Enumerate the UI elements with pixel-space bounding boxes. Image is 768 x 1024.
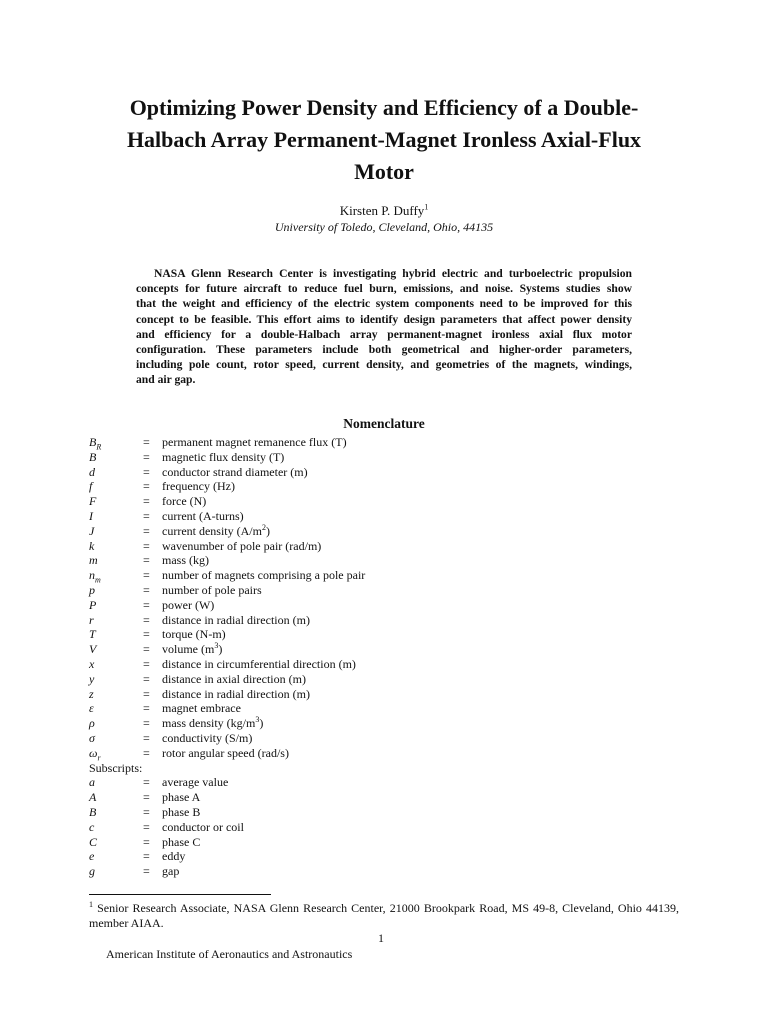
- equals-sign: =: [143, 464, 150, 479]
- abstract-line: including pole count, rotor speed, current density, and geometries of the magnets, windings,: [136, 358, 632, 372]
- nomenclature-symbol: p: [89, 582, 95, 597]
- subscript-row: [89, 805, 689, 820]
- equals-sign: =: [143, 819, 150, 834]
- equals-sign: =: [143, 435, 150, 449]
- subscripts-heading: Subscripts:: [89, 760, 143, 775]
- nomenclature-definition: current density $(A/m^2)$: [162, 522, 270, 538]
- equals-sign: =: [143, 686, 150, 701]
- equals-sign: =: [143, 553, 150, 568]
- nomenclature-definition: magnetic flux density (T): [162, 449, 285, 464]
- equals-sign: =: [143, 745, 150, 760]
- nomenclature-definition: power (W): [162, 597, 215, 612]
- abstract-line: and efficiency for a double-Halbach array permanent-magnet ironless axial flux motor: [136, 327, 632, 341]
- nomenclature-row: [89, 465, 689, 480]
- equals-sign: =: [143, 642, 150, 657]
- abstract-line: and air gap.: [136, 373, 196, 387]
- nomenclature-symbol: d: [89, 464, 95, 479]
- nomenclature-definition: number of magnets comprising a pole pair: [162, 568, 366, 583]
- nomenclature-row: [89, 613, 689, 628]
- nomenclature-definition: distance in radial direction (m): [162, 612, 310, 627]
- abstract-line: concept to be feasible. This effort aims to identify design parameters that affect power density: [136, 312, 632, 326]
- nomenclature-definition: frequency (Hz): [162, 479, 235, 494]
- nomenclature-heading: Nomenclature: [343, 416, 425, 431]
- nomenclature-row: [89, 716, 689, 731]
- author-line: [0, 203, 768, 219]
- nomenclature-definition: distance in axial direction (m): [162, 671, 306, 686]
- nomenclature-definition: force (N): [162, 494, 207, 509]
- nomenclature-definition: permanent magnet remanence flux (T): [162, 435, 347, 449]
- nomenclature-row: [89, 598, 689, 613]
- nomenclature-definition: current (A-turns): [162, 508, 244, 523]
- nomenclature-definition: magnet embrace: [162, 701, 241, 716]
- subscript-row: [89, 864, 689, 879]
- equals-sign: =: [143, 790, 150, 805]
- equals-sign: =: [143, 716, 150, 731]
- nomenclature-symbol: I: [89, 508, 93, 523]
- nomenclature-symbol: B: [89, 449, 97, 464]
- nomenclature-symbol: z: [89, 686, 94, 701]
- subscript-row: [89, 775, 689, 790]
- subscript-row: [89, 790, 689, 805]
- equals-sign: =: [143, 627, 150, 642]
- nomenclature-symbol: $\omega_r$: [89, 745, 101, 763]
- nomenclature-list: [89, 435, 689, 879]
- nomenclature-row: [89, 494, 689, 509]
- nomenclature-symbol: f: [89, 479, 93, 494]
- footnote-text: Senior Research Associate, NASA Glenn Research Center, 21000 Brookpark Road, MS 49-8, Cleveland, Ohio 44139, member AIAA.: [89, 901, 679, 930]
- nomenclature-row: [89, 539, 689, 554]
- abstract-line: that the weight and efficiency of the electric system components need to be improved for this: [136, 297, 632, 311]
- nomenclature-symbol: c: [89, 819, 95, 834]
- nomenclature-row: [89, 687, 689, 702]
- nomenclature-symbol: ρ: [89, 716, 95, 731]
- equals-sign: =: [143, 701, 150, 716]
- equals-sign: =: [143, 834, 150, 849]
- paper-title: [100, 92, 668, 188]
- nomenclature-row: [89, 524, 689, 539]
- nomenclature-definition: conductor strand diameter (m): [162, 464, 308, 479]
- author-affiliation: University of Toledo, Cleveland, Ohio, 44135: [274, 220, 494, 234]
- nomenclature-symbol: g: [89, 864, 95, 879]
- nomenclature-row: [89, 479, 689, 494]
- nomenclature-definition: distance in circumferential direction (m): [162, 656, 356, 671]
- nomenclature-definition: phase A: [162, 790, 201, 805]
- nomenclature-definition: number of pole pairs: [162, 582, 262, 597]
- nomenclature-row: [89, 746, 689, 761]
- equals-sign: =: [143, 479, 150, 494]
- nomenclature-symbol: J: [89, 523, 95, 538]
- nomenclature-row: [89, 657, 689, 672]
- nomenclature-symbol: F: [89, 494, 97, 509]
- title-line: Motor: [354, 159, 414, 184]
- page-number: 1: [378, 931, 384, 945]
- equals-sign: =: [143, 523, 150, 538]
- equals-sign: =: [143, 568, 150, 583]
- equals-sign: =: [143, 538, 150, 553]
- nomenclature-row: [89, 583, 689, 598]
- footnote: [89, 901, 679, 931]
- nomenclature-symbol: y: [89, 671, 95, 686]
- nomenclature-symbol: x: [89, 656, 95, 671]
- nomenclature-definition: distance in radial direction (m): [162, 686, 310, 701]
- nomenclature-symbol: $B_R$: [89, 435, 102, 452]
- equals-sign: =: [143, 597, 150, 612]
- nomenclature-symbol: A: [89, 790, 97, 805]
- nomenclature-symbol: $n_m$: [89, 568, 101, 585]
- equals-sign: =: [143, 582, 150, 597]
- nomenclature-row: [89, 672, 689, 687]
- nomenclature-definition: average value: [162, 775, 229, 790]
- nomenclature-definition: mass density $(kg/m^3)$: [162, 715, 264, 731]
- nomenclature-definition: phase B: [162, 804, 201, 819]
- equals-sign: =: [143, 804, 150, 819]
- title-line: Optimizing Power Density and Efficiency of a Double-: [129, 95, 639, 120]
- nomenclature-symbol: σ: [89, 730, 95, 745]
- author-name: Kirsten P. Duffy: [339, 203, 425, 218]
- equals-sign: =: [143, 449, 150, 464]
- footnote-mark: 1: [89, 900, 93, 909]
- nomenclature-symbol: V: [89, 642, 97, 657]
- equals-sign: =: [143, 494, 150, 509]
- abstract-line: configuration. These parameters include both geometrical and higher-order parameters,: [136, 343, 632, 357]
- nomenclature-symbol: ε: [89, 701, 94, 716]
- author-footnote-mark: 1: [424, 202, 429, 212]
- equals-sign: =: [143, 656, 150, 671]
- nomenclature-row: [89, 731, 689, 746]
- nomenclature-symbol: e: [89, 849, 95, 864]
- equals-sign: =: [143, 671, 150, 686]
- nomenclature-symbol: m: [89, 553, 98, 568]
- nomenclature-row: [89, 509, 689, 524]
- nomenclature-definition: torque (N-m): [162, 627, 226, 642]
- nomenclature-definition: gap: [162, 864, 180, 879]
- equals-sign: =: [143, 775, 150, 790]
- nomenclature-definition: volume $(m^3)$: [162, 641, 223, 657]
- nomenclature-definition: mass (kg): [162, 553, 209, 568]
- equals-sign: =: [143, 730, 150, 745]
- equals-sign: =: [143, 508, 150, 523]
- nomenclature-row: [89, 553, 689, 568]
- nomenclature-symbol: a: [89, 775, 95, 790]
- nomenclature-symbol: k: [89, 538, 95, 553]
- nomenclature-symbol: r: [89, 612, 94, 627]
- nomenclature-symbol: C: [89, 834, 98, 849]
- subscript-row: [89, 820, 689, 835]
- nomenclature-row: [89, 627, 689, 642]
- subscript-row: [89, 849, 689, 864]
- nomenclature-symbol: P: [89, 597, 97, 612]
- nomenclature-definition: wavenumber of pole pair (rad/m): [162, 538, 322, 553]
- nomenclature-definition: phase C: [162, 834, 201, 849]
- abstract-line: NASA Glenn Research Center is investigating hybrid electric and turboelectric propulsion: [154, 267, 632, 280]
- footnote-divider: [89, 894, 271, 895]
- nomenclature-definition: eddy: [162, 849, 186, 864]
- abstract: [136, 266, 632, 388]
- nomenclature-definition: conductivity (S/m): [162, 730, 253, 745]
- nomenclature-row: [89, 435, 689, 450]
- nomenclature-row: [89, 642, 689, 657]
- nomenclature-symbol: T: [89, 627, 96, 642]
- nomenclature-row: [89, 450, 689, 465]
- nomenclature-definition: conductor or coil: [162, 819, 244, 834]
- equals-sign: =: [143, 612, 150, 627]
- nomenclature-row: [89, 568, 689, 583]
- publisher-footer: American Institute of Aeronautics and Astronautics: [106, 947, 353, 961]
- equals-sign: =: [143, 864, 150, 879]
- abstract-line: concepts for future aircraft to reduce fuel burn, emissions, and noise. Systems studies show: [136, 282, 632, 296]
- nomenclature-definition: rotor angular speed (rad/s): [162, 745, 289, 760]
- subscript-row: [89, 835, 689, 850]
- nomenclature-symbol: B: [89, 804, 97, 819]
- equals-sign: =: [143, 849, 150, 864]
- nomenclature-row: [89, 701, 689, 716]
- title-line: Halbach Array Permanent-Magnet Ironless Axial-Flux: [126, 127, 642, 152]
